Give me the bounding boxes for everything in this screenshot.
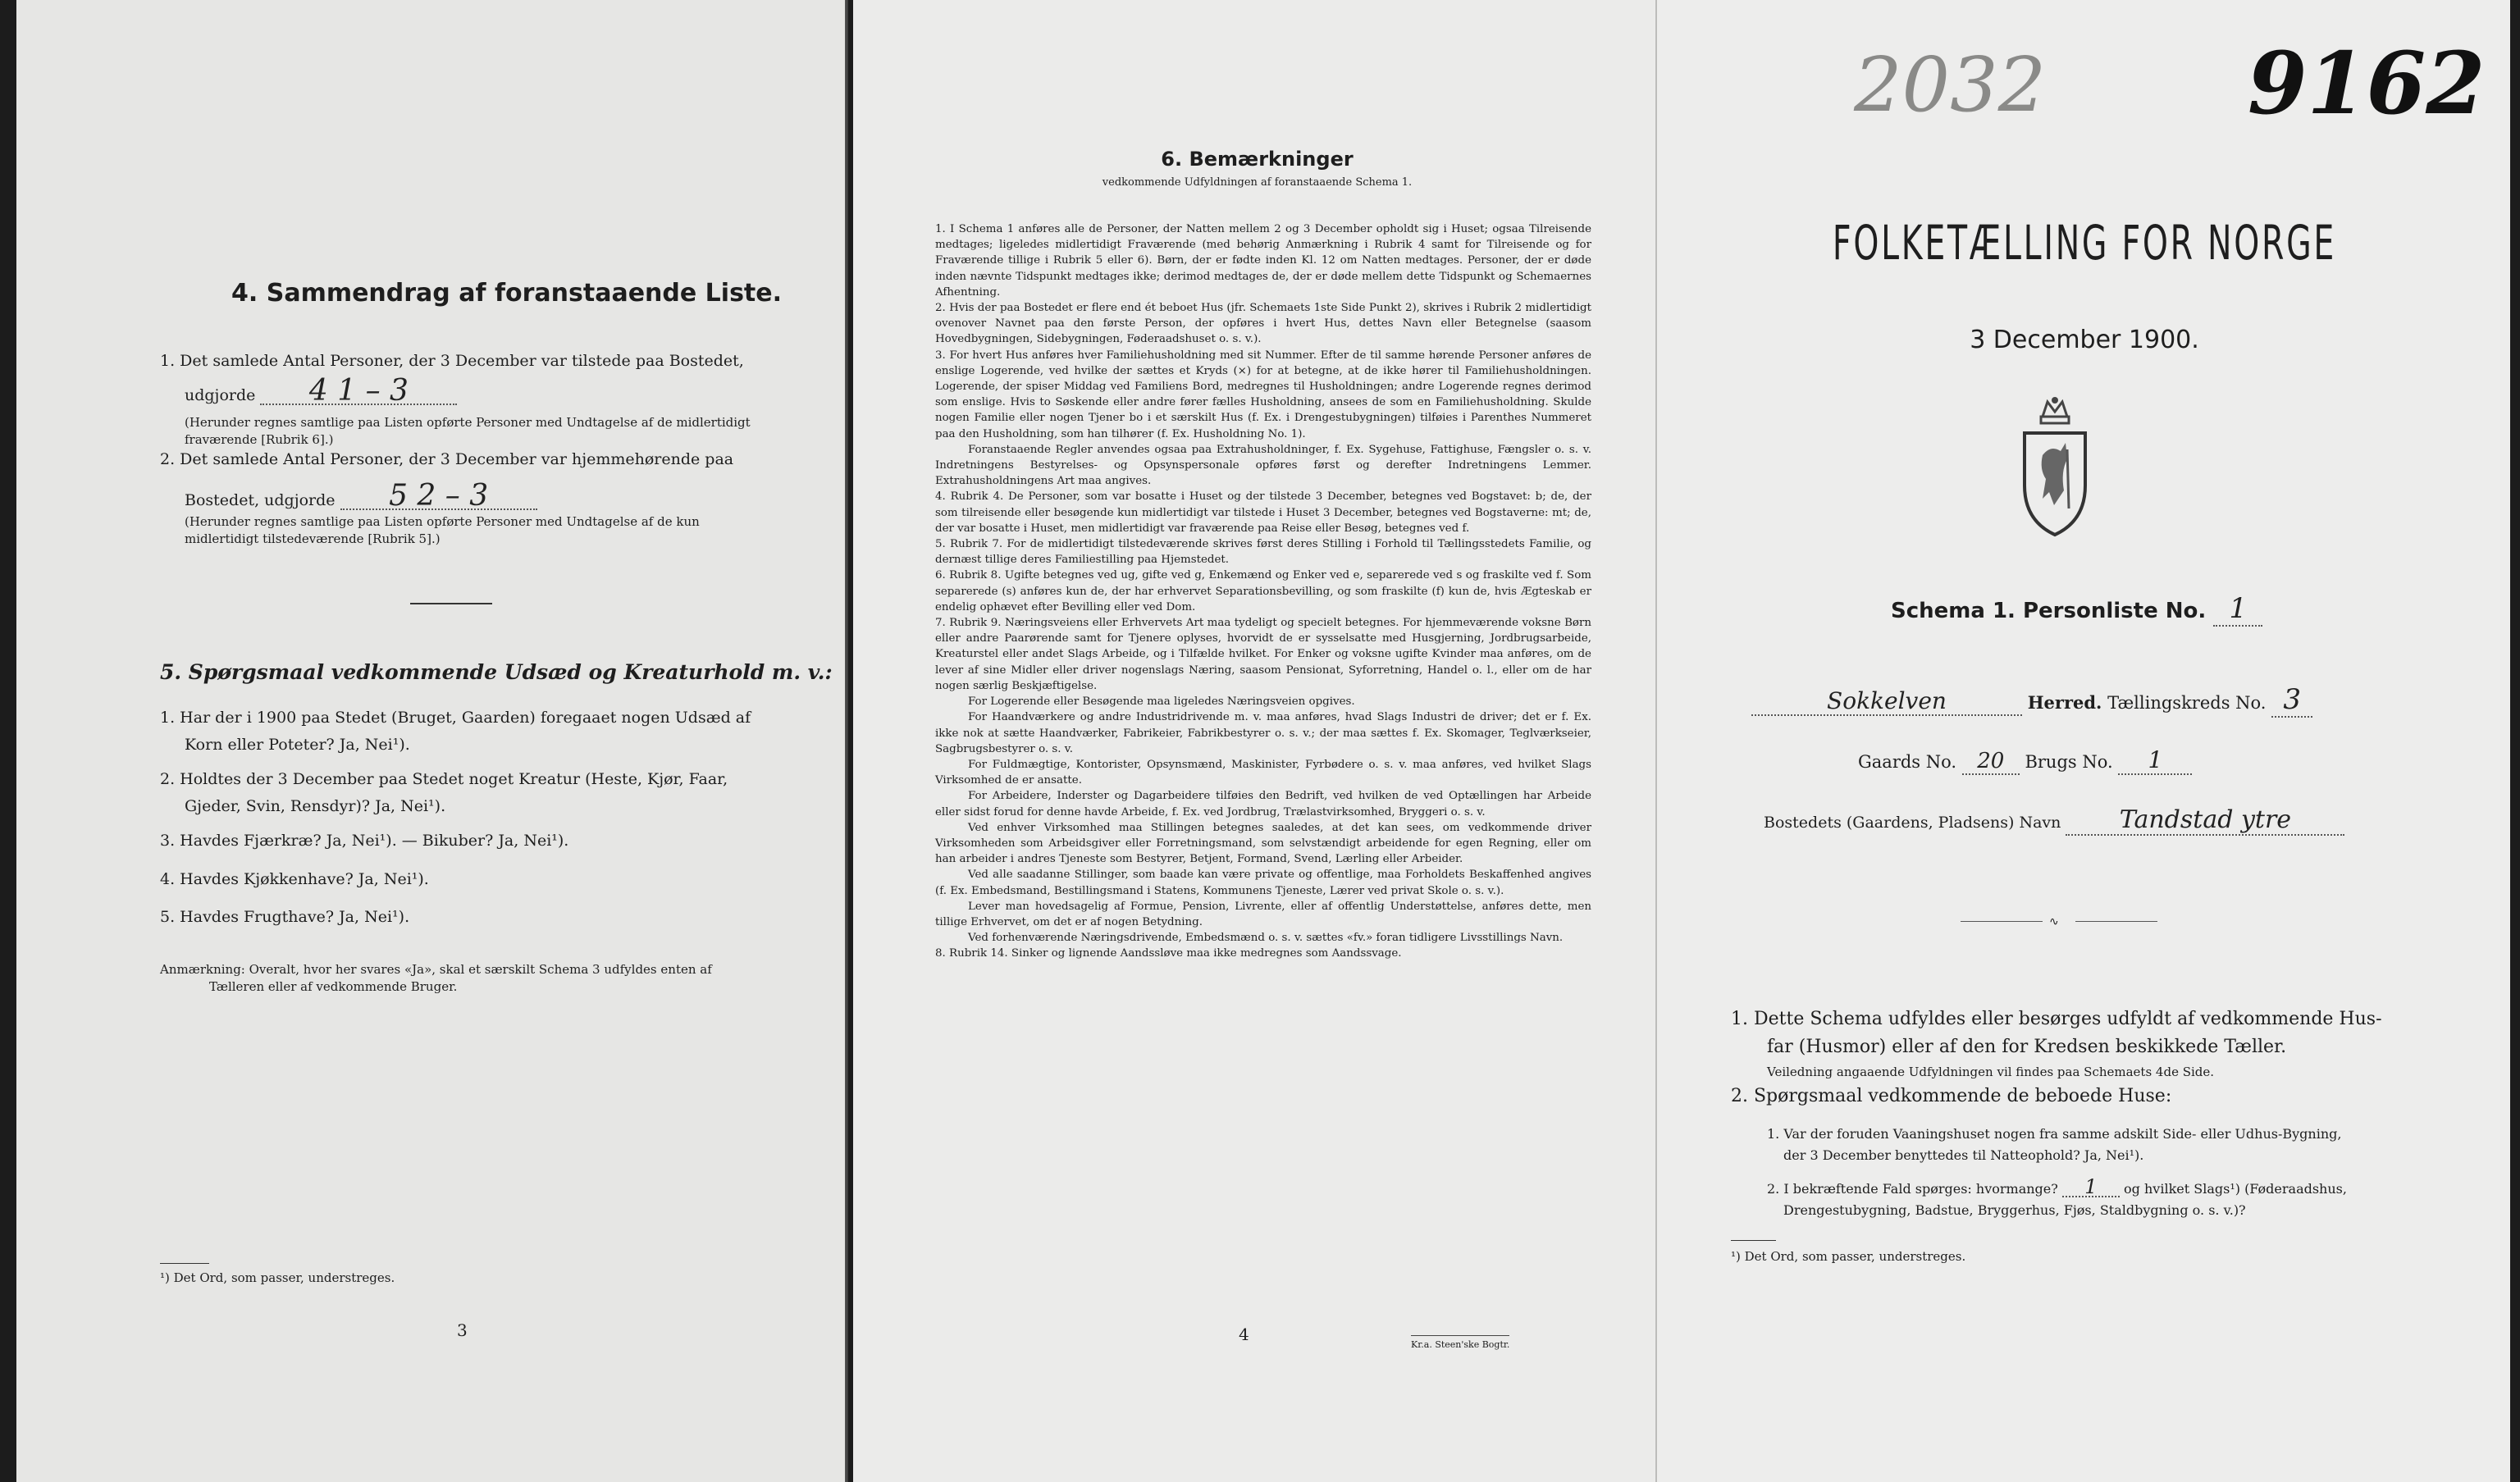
- s5-q5: 5. Havdes Frugthave? Ja, Nei¹).: [160, 908, 410, 926]
- instruction-1-note: Veiledning angaaende Udfyldningen vil findes paa Schemaets 4de Side.: [1767, 1065, 2215, 1079]
- annotation-line-b: Tælleren eller af vedkommende Bruger.: [209, 979, 458, 994]
- remark-7-virksomhed: Ved enhver Virksomhed maa Stillingen betegnes saaledes, at det kan sees, om vedkommende driver Virksomheden som Arbeidsgiver eller Forretningsmand, som selvstændigt arbeidende for egen Regning, eller om han arbeider i andres Tjeneste som Bestyrer, Betjent, Formand, Svend, Lærling eller Arbeider.: [935, 821, 1591, 866]
- house-q2-value: 1: [2062, 1179, 2120, 1197]
- remark-6: 6. Rubrik 8. Ugifte betegnes ved ug, gifte ved g, Enkemænd og Enker ved e, separerede ved s og fraskilte ved f. Som separerede (s) anføres kun de, der har erhvervet Separationsbevilling, og som fraskilte (f) kun de, hvis Ægteskab er endelig ophævet efter Bevilling eller ved Dom.: [935, 569, 1591, 613]
- remark-1: 1. I Schema 1 anføres alle de Personer, der Natten mellem 2 og 3 December opholdt sig i Huset; ogsaa Tilreisende medtages; ligeledes midlertidigt Fraværende (med behørig Anmærkning i Rubrik 4 samt for Tilreisende og for Fraværende tillige i Rubrik 5 eller 6). Børn, der er fødte inden Kl. 12 om Natten medtages. Personer, der er døde inden nævnte Tidspunkt medtages ikke; derimod medtages de, der er døde mellem dette Tidspunkt og Schemaernes Afhentning.: [935, 223, 1591, 299]
- section-5-title: 5. Spørgsmaal vedkommende Udsæd og Kreaturhold m. v.:: [160, 660, 833, 684]
- q2-lead: Bostedet, udgjorde: [185, 491, 336, 509]
- remark-3: 3. For hvert Hus anføres hver Familiehusholdning med sit Nummer. Efter de til samme hørende Personer anføres de enslige Logerende, ved hvilke der sættes et Kryds (×) for at betegne, at de ikke hører til Familiehusholdningen. Logerende, der spiser Middag ved Familiens Bord, medregnes til Husholdningen; andre Logerende regnes derimod som enslige. Hvis to Søskende eller andre fører fælles Husholdning, ansees de som en Familiehusholdning. Skulde nogen Familie eller nogen Tjener bo i et særskilt Hus (f. Ex. i Drengestubygningen) tilføies i Parenthes Nummeret paa den Husholdning, som han tilhører (f. Ex. Husholdning No. 1).: [935, 349, 1591, 440]
- schema-line: [1891, 592, 2262, 627]
- brugs-value: 1: [2118, 746, 2192, 775]
- archive-number-ink: 9162: [2248, 33, 2486, 134]
- instruction-1a: 1. Dette Schema udfyldes eller besørges udfyldt af vedkommende Hus-: [1731, 1009, 2382, 1029]
- instruction-2: 2. Spørgsmaal vedkommende de beboede Huse:: [1731, 1086, 2172, 1106]
- q2-note: (Herunder regnes samtlige paa Listen opførte Personer med Undtagelse af de kun midlertidigt tilstedeværende [Rubrik 5].): [185, 514, 700, 546]
- norway-coat-of-arms-icon: [2018, 394, 2092, 541]
- s5-q1b: Korn eller Poteter? Ja, Nei¹).: [185, 736, 410, 754]
- annotation-line-a: Anmærkning: Overalt, hvor her svares «Ja», skal et særskilt Schema 3 udfyldes enten af: [160, 962, 712, 977]
- schema-label: Schema 1. Personliste No.: [1891, 599, 2207, 623]
- house-q2c: Drengestubygning, Badstue, Bryggerhus, Fjøs, Staldbygning o. s. v.)?: [1783, 1202, 2246, 1218]
- annotation: [160, 961, 783, 996]
- kreds-value: 3: [2271, 683, 2312, 718]
- kreds-label: Tællingskreds No.: [2107, 693, 2267, 713]
- house-q2a: 2. I bekræftende Fald spørges: hvormange?: [1767, 1181, 2058, 1197]
- q2-answer: 5 2 – 3: [340, 484, 537, 510]
- q1-lead: udgjorde: [185, 386, 256, 404]
- page-number-4: 4: [1239, 1325, 1249, 1344]
- bosted-value: Tandstad ytre: [2066, 805, 2344, 836]
- remark-2: 2. Hvis der paa Bostedet er flere end ét beboet Hus (jfr. Schemaets 1ste Side Punkt 2), skrives i Rubrik 2 midlertidigt ovenover Navnet paa den første Person, der opføres i hvert Hus, dettes Navn eller Betegnelse (saasom Hovedbygningen, Sidebygningen, Føderaadshuset o. s. v.).: [935, 302, 1591, 346]
- remark-7-formue: Lever man hovedsagelig af Formue, Pension, Livrente, eller af offentlig Understøttelse, anføres dette, men tillige Erhvervet, om det er af nogen Betydning.: [935, 900, 1591, 928]
- bosted-line: [1764, 805, 2344, 836]
- house-q2b: og hvilket Slags¹) (Føderaadshus,: [2124, 1181, 2347, 1197]
- footnote-right: ¹) Det Ord, som passer, understreges.: [1731, 1249, 1966, 1264]
- remark-7-logerende: For Logerende eller Besøgende maa ligeledes Næringsveien opgives.: [968, 695, 1355, 709]
- section-4-title: 4. Sammendrag af foranstaaende Liste.: [231, 279, 783, 308]
- remark-7: 7. Rubrik 9. Næringsveiens eller Erhvervets Art maa tydeligt og specielt betegnes. For hjemmeværende voksne Børn eller andre Paarørende samt for Tjenere oplyses, hvorvidt de er sysselsatte med Husgjerning, Jordbrugsarbeide, Kreaturstel eller andet Slags Arbeide, og i Tilfælde hvilket. For Enker og voksne ugifte Kvinder maa anføres, om de lever af sine Midler eller driver nogenslags Næring, saasom Pensionat, Syforretning, Handel o. l., eller om de har nogen særlig Beskjæftigelse.: [935, 617, 1591, 692]
- s5-q2a: 2. Holdtes der 3 December paa Stedet noget Kreatur (Heste, Kjør, Faar,: [160, 770, 728, 788]
- personliste-number: 1: [2213, 592, 2262, 627]
- s5-q2b: Gjeder, Svin, Rensdyr)? Ja, Nei¹).: [185, 797, 446, 815]
- remarks-list: [935, 221, 1591, 962]
- section-divider: [410, 603, 492, 604]
- q1-answer: 4 1 – 3: [260, 379, 457, 405]
- remarks-subtitle: vedkommende Udfyldningen af foranstaaende Schema 1.: [1102, 176, 1413, 189]
- page-number-3: 3: [457, 1320, 468, 1340]
- remark-7-haandvaerkere: For Haandværkere og andre Industridrivende m. v. maa anføres, hvad Slags Industri de driver; det er f. Ex. ikke nok at sætte Haandværker, Fabrikeier, Fabrikbestyrer o. s. v.; der maa sættes f. Ex. Skomager, Teglværkseier, Sagbrugsbestyrer o. s. v.: [935, 711, 1591, 755]
- q2-line: [185, 479, 537, 513]
- herred-value: Sokkelven: [1751, 687, 2022, 716]
- gaards-label: Gaards No.: [1858, 752, 1957, 772]
- herred-label: Herred.: [2027, 692, 2102, 713]
- printer-mark: Kr.a. Steen'ske Bogtr.: [1411, 1335, 1509, 1352]
- remark-7-stillinger: Ved alle saadanne Stillinger, som baade kan være private og offentlige, maa Forholdets Beskaffenhed angives (f. Ex. Embedsmand, Bestillingsmand i Statens, Kommunens Tjeneste, Lærer ved privat Skole o. s. v.).: [935, 869, 1591, 897]
- census-title: FOLKETÆLLING FOR NORGE: [1832, 215, 2337, 271]
- q1-text: 1. Det samlede Antal Personer, der 3 December var tilstede paa Bostedet,: [160, 352, 744, 370]
- brugs-label: Brugs No.: [2025, 752, 2113, 772]
- herred-line: [1751, 683, 2312, 718]
- bosted-label: Bostedets (Gaardens, Pladsens) Navn: [1764, 814, 2061, 832]
- q1-note: (Herunder regnes samtlige paa Listen opførte Personer med Undtagelse af de midlertidigt fraværende [Rubrik 6].): [185, 415, 751, 447]
- remark-7-fuldmaegtige: For Fuldmægtige, Kontorister, Opsynsmænd, Maskinister, Fyrbødere o. s. v. maa anføres, ved hvilket Slags Virksomhed de er ansatte.: [935, 758, 1591, 787]
- gaards-line: [1858, 746, 2192, 775]
- footnote-rule-right: [1731, 1240, 1776, 1241]
- census-date: 3 December 1900.: [1970, 326, 2199, 354]
- archive-number-pencil: 2032: [1854, 41, 2047, 129]
- remarks-title: 6. Bemærkninger: [1161, 148, 1354, 171]
- ornament-divider: ∿: [1961, 917, 2157, 927]
- footnote: ¹) Det Ord, som passer, understreges.: [160, 1270, 395, 1285]
- remark-7-forhenvaerende: Ved forhenværende Næringsdrivende, Embedsmænd o. s. v. sættes «fv.» foran tidligere Livsstillings Navn.: [968, 932, 1564, 945]
- s5-q1a: 1. Har der i 1900 paa Stedet (Bruget, Gaarden) foregaaet nogen Udsæd af: [160, 709, 751, 727]
- remark-7-arbeidere: For Arbeidere, Inderster og Dagarbeidere tilføies den Bedrift, ved hvilken de ved Optællingen har Arbeide eller sidst forud for denne havde Arbeide, f. Ex. ved Jordbrug, Trælastvirksomhed, Bryggeri o. s. v.: [935, 790, 1591, 819]
- q1-line: [185, 374, 457, 408]
- page-3: [16, 0, 845, 1482]
- remark-4: 4. Rubrik 4. De Personer, som var bosatte i Huset og der tilstede 3 December, betegnes ved Bogstavet: b; de, der som tilreisende eller besøgende kun midlertidigt var tilstede i Huset 3 December, betegnes ved Bogstaverne: mt; de, der var bosatte i Huset, men midlertidigt var fraværende paa Reise eller Besøg, betegnes ved f.: [935, 490, 1591, 535]
- page-4: [853, 0, 1661, 1482]
- footnote-rule: [160, 1263, 209, 1264]
- remark-5: 5. Rubrik 7. For de midlertidigt tilstedeværende skrives først deres Stilling i Forhold til Tællingsstedets Familie, og dernæst tillige deres Familiestilling paa Hjemstedet.: [935, 538, 1591, 567]
- gaards-value: 20: [1962, 749, 2020, 775]
- s5-q4: 4. Havdes Kjøkkenhave? Ja, Nei¹).: [160, 870, 429, 888]
- q2-text: 2. Det samlede Antal Personer, der 3 December var hjemmehørende paa: [160, 450, 734, 468]
- house-q1b: der 3 December benyttedes til Natteophold? Ja, Nei¹).: [1783, 1147, 2144, 1163]
- page-1: [1655, 0, 2510, 1482]
- s5-q3: 3. Havdes Fjærkræ? Ja, Nei¹). — Bikuber? Ja, Nei¹).: [160, 832, 569, 850]
- instruction-1b: far (Husmor) eller af den for Kredsen beskikkede Tæller.: [1767, 1037, 2287, 1057]
- remark-8: 8. Rubrik 14. Sinker og lignende Aandssløve maa ikke medregnes som Aandssvage.: [935, 947, 1402, 960]
- house-q1a: 1. Var der foruden Vaaningshuset nogen fra samme adskilt Side- eller Udhus-Bygning,: [1767, 1126, 2342, 1142]
- house-q2-line: [1767, 1175, 2347, 1198]
- remark-3-extra: Foranstaaende Regler anvendes ogsaa paa Extrahusholdninger, f. Ex. Sygehuse, Fattighuse, Fængsler o. s. v. Indretningens Bestyrelses- og Opsynspersonale opføres først og derefter Indretningens Lemmer. Extrahusholdningens Art maa angives.: [935, 443, 1591, 488]
